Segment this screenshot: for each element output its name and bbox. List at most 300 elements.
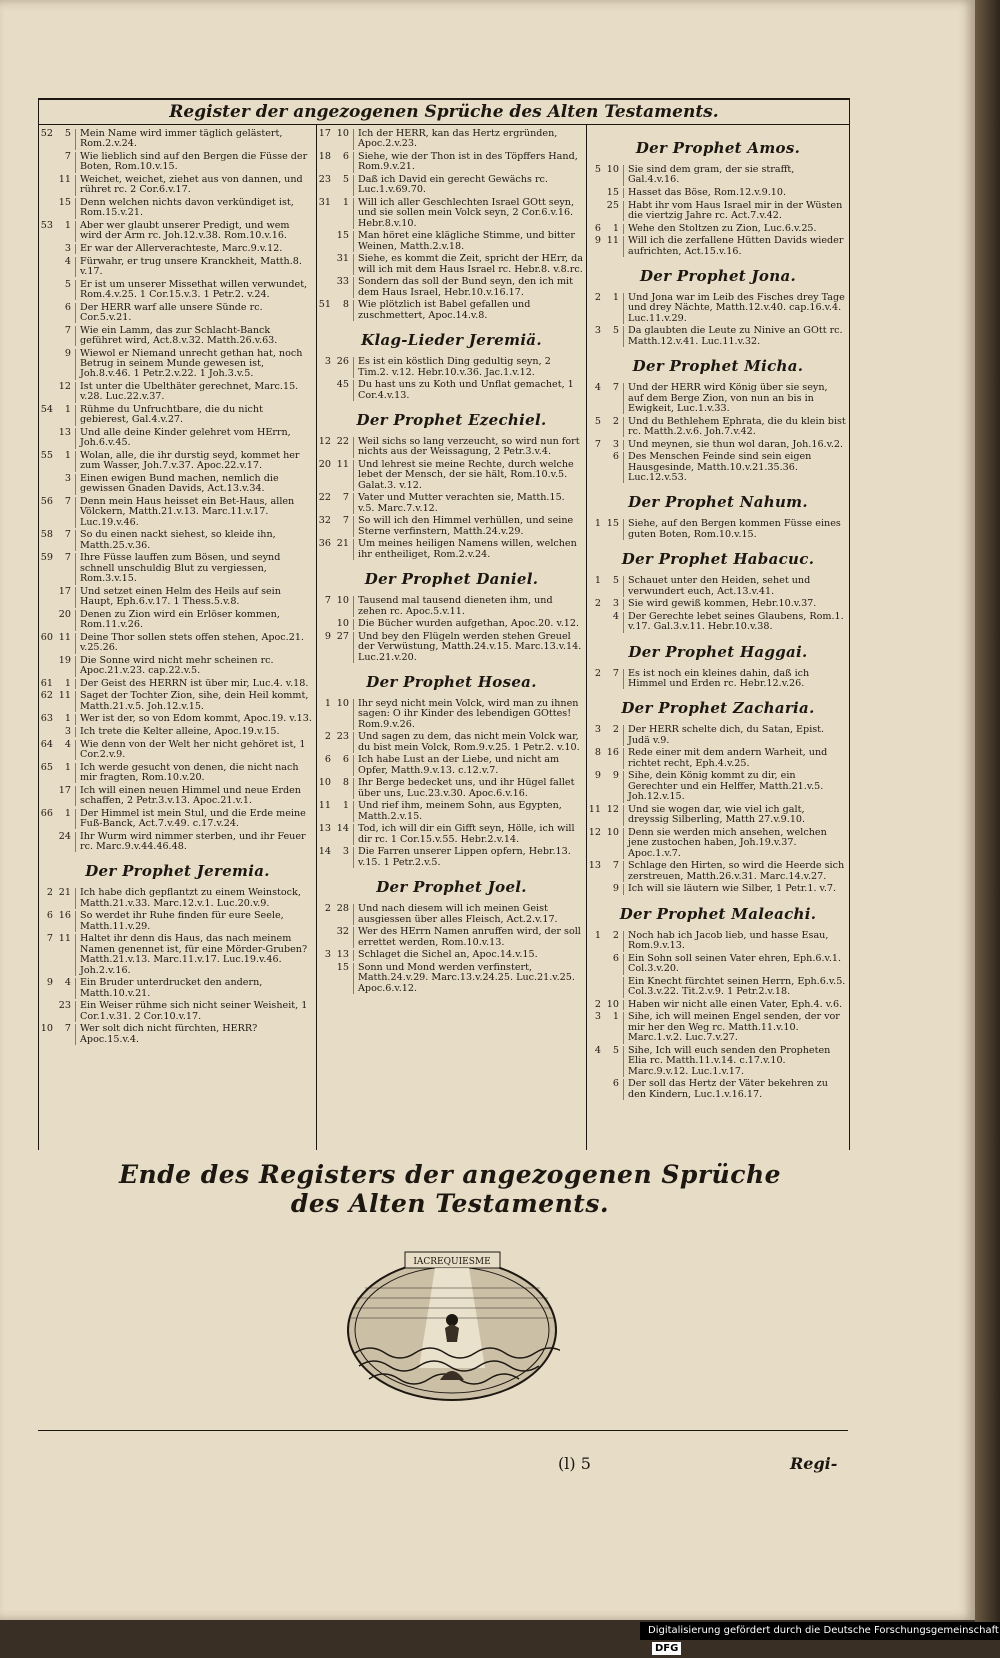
verse-number: 25 bbox=[603, 201, 624, 222]
register-entry bbox=[39, 691, 316, 712]
chapter-number bbox=[39, 786, 55, 807]
chapter-number bbox=[39, 244, 55, 254]
verse-number: 6 bbox=[55, 303, 76, 324]
verse-number: 3 bbox=[55, 727, 76, 737]
chapter-number bbox=[587, 612, 603, 633]
register-entry bbox=[39, 740, 316, 761]
chapter-number: 65 bbox=[40, 761, 53, 773]
verse-number: 13 bbox=[55, 428, 76, 449]
entry-text: Die Sonne wird nicht mehr scheinen rc. Apoc.21.v.23. cap.22.v.5. bbox=[80, 654, 274, 677]
register-entry bbox=[587, 725, 849, 746]
register-entry bbox=[39, 175, 316, 196]
verse-number: 21 bbox=[333, 539, 354, 560]
verse-number bbox=[603, 977, 624, 998]
entry-text: Und Jona war im Leib des Fisches drey Tage und drey Nächte, Matth.12.v.40. cap.16.v.4. Luc.11.v.29. bbox=[628, 292, 845, 324]
entry-text: Ich will einen neuen Himmel und neue Erden schaffen, 2 Petr.3.v.13. Apoc.21.v.1. bbox=[80, 784, 301, 806]
prophet-section-heading: Der Prophet Joel. bbox=[376, 878, 527, 897]
chapter-number: 23 bbox=[318, 174, 331, 185]
verse-number: 15 bbox=[55, 198, 76, 219]
verse-number: 15 bbox=[333, 231, 354, 252]
chapter-number: 51 bbox=[318, 299, 331, 311]
chapter-number: 2 bbox=[594, 598, 601, 610]
chapter-number: 11 bbox=[588, 803, 601, 815]
register-entry bbox=[317, 699, 586, 730]
register-entry bbox=[587, 1000, 849, 1010]
chapter-number bbox=[39, 152, 55, 173]
prophet-section-heading: Der Prophet Haggai. bbox=[628, 642, 808, 661]
verse-number: 10 bbox=[333, 699, 354, 730]
entry-text: Und bey den Flügeln werden stehen Greuel der Verwüstung, Matth.24.v.15. Marc.13.v.14. Luc.21.v.20. bbox=[358, 630, 582, 663]
register-entry bbox=[317, 596, 586, 617]
entry-text: Wie denn von der Welt her nicht gehöret ist, 1 Cor.2.v.9. bbox=[80, 738, 306, 760]
verse-number: 27 bbox=[333, 632, 354, 663]
prophet-section-heading: Der Prophet Daniel. bbox=[364, 570, 539, 589]
verse-number: 5 bbox=[603, 326, 624, 347]
prophet-section-heading: Der Prophet Amos. bbox=[635, 139, 801, 157]
register-entry bbox=[317, 175, 586, 196]
entry-text: Rede einer mit dem andern Warheit, und richtet recht, Eph.4.v.25. bbox=[628, 747, 828, 769]
chapter-number: 3 bbox=[594, 1011, 601, 1023]
entry-text: Habt ihr vom Haus Israel mir in der Wüsten die viertzig Jahre rc. Act.7.v.42. bbox=[628, 199, 843, 221]
register-entry bbox=[587, 828, 849, 859]
register-entry bbox=[587, 1046, 849, 1077]
chapter-number: 7 bbox=[46, 933, 53, 945]
register-entry bbox=[39, 786, 316, 807]
chapter-number: 2 bbox=[594, 292, 601, 303]
verse-number: 11 bbox=[55, 633, 76, 654]
prophet-section-heading: Klag-Lieder Jeremiä. bbox=[361, 331, 542, 350]
chapter-number: 13 bbox=[318, 823, 331, 835]
register-entry bbox=[317, 152, 586, 173]
register-entry bbox=[39, 349, 316, 380]
entry-text: Siehe, auf den Bergen kommen Füsse eines guten Boten, Rom.10.v.15. bbox=[628, 518, 841, 540]
register-frame bbox=[38, 98, 850, 1150]
entry-text: Ihre Füsse lauffen zum Bösen, und seynd schnell unschuldig Blut zu vergiessen, Rom.3.v.15. bbox=[80, 552, 281, 585]
register-entry bbox=[587, 452, 849, 483]
entry-text: Noch hab ich Jacob lieb, und hasse Esau, Rom.9.v.13. bbox=[628, 929, 829, 952]
entry-text: Wie lieblich sind auf den Bergen die Füsse der Boten, Rom.10.v.15. bbox=[80, 151, 308, 173]
register-entry bbox=[317, 801, 586, 822]
chapter-number bbox=[39, 175, 55, 196]
register-entry bbox=[39, 633, 316, 654]
verse-number: 15 bbox=[603, 519, 624, 540]
printer-emblem bbox=[345, 1248, 560, 1408]
register-entry bbox=[317, 732, 586, 753]
verse-number: 1 bbox=[55, 763, 76, 784]
entry-text: Und sie wogen dar, wie viel ich galt, dreyssig Silberling, Matth 27.v.9.10. bbox=[628, 803, 806, 826]
dfg-logo: DFG bbox=[652, 1642, 681, 1655]
register-entry bbox=[39, 530, 316, 551]
chapter-number bbox=[317, 927, 333, 948]
verse-number: 15 bbox=[603, 188, 624, 198]
verse-number: 7 bbox=[333, 516, 354, 537]
register-entry bbox=[39, 832, 316, 853]
prophet-section-heading: Der Prophet Zacharia. bbox=[621, 699, 815, 718]
verse-number: 15 bbox=[333, 963, 354, 994]
register-entry bbox=[317, 778, 586, 799]
register-entry bbox=[39, 382, 316, 403]
verse-number: 1 bbox=[55, 809, 76, 830]
register-entry bbox=[317, 950, 586, 960]
entry-text: Rühme du Unfruchtbare, die du nicht gebierest, Gal.4.v.27. bbox=[80, 404, 263, 426]
chapter-number: 61 bbox=[40, 677, 53, 689]
entry-text: Und du Bethlehem Ephrata, die du klein bist rc. Matth.2.v.6. Joh.7.v.42. bbox=[628, 415, 846, 438]
chapter-number bbox=[317, 619, 333, 629]
register-entry bbox=[317, 824, 586, 845]
verse-number: 11 bbox=[55, 934, 76, 976]
verse-number: 1 bbox=[603, 1012, 624, 1043]
verse-number: 14 bbox=[333, 824, 354, 845]
verse-number: 5 bbox=[55, 129, 76, 150]
verse-number: 45 bbox=[333, 380, 354, 401]
verse-number: 1 bbox=[55, 679, 76, 689]
verse-number: 28 bbox=[333, 904, 354, 925]
prophet-section-heading: Der Prophet Hosea. bbox=[366, 673, 537, 692]
chapter-number: 52 bbox=[40, 128, 53, 139]
prophet-section-heading: Der Prophet Nahum. bbox=[628, 493, 808, 512]
chapter-number bbox=[39, 280, 55, 301]
verse-number: 11 bbox=[333, 460, 354, 491]
verse-number: 12 bbox=[55, 382, 76, 403]
chapter-number: 12 bbox=[318, 436, 331, 448]
register-entry bbox=[587, 771, 849, 802]
verse-number: 21 bbox=[55, 888, 76, 909]
entry-text: Du hast uns zu Koth und Unflat gemachet, 1 Cor.4.v.13. bbox=[358, 379, 574, 401]
register-entry bbox=[317, 516, 586, 537]
register-entry bbox=[587, 599, 849, 609]
entry-text: Es ist ein köstlich Ding gedultig seyn, 2 Tim.2. v.12. Hebr.10.v.36. Jac.1.v.12. bbox=[358, 356, 551, 378]
verse-number: 5 bbox=[603, 1046, 624, 1077]
entry-text: Wie plötzlich ist Babel gefallen und zuschmettert, Apoc.14.v.8. bbox=[358, 299, 531, 321]
entry-text: Sonn und Mond werden verfinstert, Matth.24.v.29. Marc.13.v.24.25. Luc.21.v.25. Apoc.6.v.12. bbox=[358, 961, 575, 994]
column-1 bbox=[39, 125, 317, 1150]
verse-number: 7 bbox=[55, 553, 76, 584]
verse-number: 9 bbox=[603, 884, 624, 894]
register-entry bbox=[39, 428, 316, 449]
prophet-section-heading: Der Prophet Maleachi. bbox=[619, 904, 817, 923]
chapter-number: 9 bbox=[46, 977, 53, 989]
entry-text: Denn mein Haus heisset ein Bet-Haus, allen Völckern, Matth.21.v.13. Marc.11.v.17. Luc.19.v.46. bbox=[80, 496, 295, 528]
entry-text: Ist unter die Ubelthäter gerechnet, Marc.15. v.28. Luc.22.v.37. bbox=[80, 381, 299, 403]
verse-number: 3 bbox=[55, 244, 76, 254]
register-entry bbox=[317, 619, 586, 629]
verse-number: 11 bbox=[55, 691, 76, 712]
chapter-number: 5 bbox=[594, 415, 601, 427]
chapter-number bbox=[317, 380, 333, 401]
chapter-number: 4 bbox=[594, 382, 601, 394]
register-entry bbox=[39, 587, 316, 608]
digitization-credit bbox=[640, 1622, 1000, 1654]
register-entry bbox=[587, 236, 849, 257]
entry-text: Ich habe Lust an der Liebe, und nicht am Opfer, Matth.9.v.13. c.12.v.7. bbox=[358, 754, 560, 776]
chapter-number bbox=[39, 257, 55, 278]
register-entry bbox=[587, 954, 849, 975]
register-entry bbox=[317, 539, 586, 560]
register-entry bbox=[317, 254, 586, 275]
chapter-number: 2 bbox=[324, 903, 331, 915]
verse-number: 1 bbox=[55, 714, 76, 724]
chapter-number bbox=[39, 727, 55, 737]
entry-text: Und setzet einen Helm des Heils auf sein Haupt, Eph.6.v.17. 1 Thess.5.v.8. bbox=[80, 585, 281, 608]
register-entry bbox=[39, 809, 316, 830]
entry-text: Tod, ich will dir ein Gifft seyn, Hölle, ich will dir rc. 1 Cor.15.v.55. Hebr.2.v.14. bbox=[358, 823, 575, 845]
entry-text: Fürwahr, er trug unsere Kranckheit, Matth.8. v.17. bbox=[80, 255, 302, 277]
register-entry bbox=[317, 927, 586, 948]
chapter-number: 62 bbox=[40, 690, 53, 702]
entry-text: Will ich die zerfallene Hütten Davids wieder aufrichten, Act.15.v.16. bbox=[628, 235, 844, 257]
entry-text: Ihr seyd nicht mein Volck, wird man zu ihnen sagen: O ihr Kinder des lebendigen GOttes! Rom.9.v.26. bbox=[358, 698, 579, 730]
chapter-number bbox=[587, 201, 603, 222]
entry-text: Siehe, wie der Thon ist in des Töpffers Hand, Rom.9.v.21. bbox=[358, 151, 578, 173]
register-entry bbox=[39, 303, 316, 324]
chapter-number: 58 bbox=[40, 529, 53, 541]
verse-number: 12 bbox=[603, 805, 624, 826]
entry-text: Man höret eine klägliche Stimme, und bitter Weinen, Matth.2.v.18. bbox=[358, 230, 575, 252]
chapter-number: 64 bbox=[40, 738, 53, 750]
register-entry bbox=[587, 417, 849, 438]
register-entry bbox=[39, 280, 316, 301]
entry-text: Des Menschen Feinde sind sein eigen Hausgesinde, Matth.10.v.21.35.36. Luc.12.v.53. bbox=[628, 451, 812, 484]
entry-text: Ich trete die Kelter alleine, Apoc.19.v.15. bbox=[80, 726, 280, 737]
entry-text: Der HERR warf alle unsere Sünde rc. Cor.5.v.21. bbox=[80, 301, 263, 323]
entry-text: Schlage den Hirten, so wird die Heerde sich zerstreuen, Matth.26.v.31. Marc.14.v.27. bbox=[628, 860, 845, 882]
register-entry bbox=[39, 727, 316, 737]
chapter-number bbox=[587, 884, 603, 894]
verse-number: 10 bbox=[603, 1000, 624, 1010]
verse-number: 32 bbox=[333, 927, 354, 948]
verse-number: 10 bbox=[333, 619, 354, 629]
register-entry bbox=[587, 201, 849, 222]
verse-number: 10 bbox=[603, 828, 624, 859]
entry-text: Wer des HErrn Namen anruffen wird, der soll errettet werden, Rom.10.v.13. bbox=[358, 926, 581, 948]
chapter-number: 59 bbox=[40, 552, 53, 564]
chapter-number: 55 bbox=[40, 450, 53, 461]
chapter-number bbox=[317, 277, 333, 298]
entry-text: Wer ist der, so von Edom kommt, Apoc.19. v.13. bbox=[80, 713, 312, 725]
entry-text: Und lehrest sie meine Rechte, durch welche lebet der Mensch, der sie hält, Rom.10.v.5. Galat.3. v.12. bbox=[358, 459, 574, 491]
entry-text: Ihr Berge bedecket uns, und ihr Hügel fallet über uns, Luc.23.v.30. Apoc.6.v.16. bbox=[358, 777, 575, 799]
register-entry bbox=[39, 474, 316, 495]
chapter-number: 3 bbox=[324, 949, 331, 961]
entry-text: Haben wir nicht alle einen Vater, Eph.4. v.6. bbox=[628, 998, 843, 1010]
register-entry bbox=[317, 493, 586, 514]
register-entry bbox=[39, 978, 316, 999]
chapter-number: 14 bbox=[318, 846, 331, 858]
register-entry bbox=[317, 357, 586, 378]
verse-number: 10 bbox=[333, 596, 354, 617]
entry-text: Daß ich David ein gerecht Gewächs rc. Luc.1.v.69.70. bbox=[358, 174, 548, 196]
chapter-number: 60 bbox=[40, 631, 53, 643]
chapter-number: 20 bbox=[318, 459, 331, 471]
verse-number: 8 bbox=[333, 778, 354, 799]
verse-number: 1 bbox=[55, 221, 76, 242]
chapter-number: 8 bbox=[594, 747, 601, 759]
entry-text: So will ich den Himmel verhüllen, und seine Sterne verfinstern, Matth.24.v.29. bbox=[358, 515, 574, 537]
chapter-number bbox=[587, 1079, 603, 1100]
register-entry bbox=[587, 188, 849, 198]
verse-number: 7 bbox=[55, 497, 76, 528]
entry-text: Ich werde gesucht von denen, die nicht nach mir fragten, Rom.10.v.20. bbox=[80, 761, 299, 783]
verse-number: 3 bbox=[603, 599, 624, 609]
entry-text: Mein Name wird immer täglich gelästert, Rom.2.v.24. bbox=[80, 128, 283, 150]
prophet-section-heading: Der Prophet Habacuc. bbox=[621, 550, 815, 569]
chapter-number: 56 bbox=[40, 496, 53, 507]
register-entry bbox=[39, 656, 316, 677]
chapter-number bbox=[317, 231, 333, 252]
verse-number: 31 bbox=[333, 254, 354, 275]
chapter-number: 11 bbox=[318, 800, 331, 812]
chapter-number bbox=[317, 963, 333, 994]
chapter-number: 6 bbox=[594, 222, 601, 234]
register-entry bbox=[39, 610, 316, 631]
chapter-number: 7 bbox=[324, 595, 331, 607]
register-entry bbox=[587, 1012, 849, 1043]
verse-number: 4 bbox=[55, 740, 76, 761]
register-entry bbox=[39, 152, 316, 173]
closing-line: Ende des Registers der angezogenen Sprüche des Alten Testaments. bbox=[118, 1160, 782, 1218]
entry-text: Es ist noch ein kleines dahin, daß ich Himmel und Erden rc. Hebr.12.v.26. bbox=[628, 667, 810, 690]
register-entry bbox=[587, 326, 849, 347]
entry-text: Die Bücher wurden aufgethan, Apoc.20. v.12. bbox=[358, 618, 580, 630]
register-entry bbox=[587, 931, 849, 952]
entry-text: Sie wird gewiß kommen, Hebr.10.v.37. bbox=[628, 598, 817, 610]
register-entry bbox=[587, 805, 849, 826]
entry-text: Haltet ihr denn dis Haus, das nach meinem Namen genennet ist, für eine Mörder-Gruben? Matth.21.v.13. Marc.11.v.17. Luc.19.v.46. Joh.2.v.16. bbox=[80, 933, 308, 976]
entry-text: Und nach diesem will ich meinen Geist ausgiessen über alles Fleisch, Act.2.v.17. bbox=[358, 903, 558, 925]
verse-number: 8 bbox=[333, 300, 354, 321]
prophet-section-heading: Der Prophet Micha. bbox=[632, 357, 804, 376]
register-entry bbox=[39, 326, 316, 347]
register-entry bbox=[317, 129, 586, 150]
entry-text: Sihe, ich will meinen Engel senden, der vor mir her den Weg rc. Matth.11.v.10. Marc.1.v.2. Luc.7.v.27. bbox=[628, 1011, 840, 1044]
register-entry bbox=[39, 888, 316, 909]
chapter-number: 13 bbox=[588, 860, 601, 872]
chapter-number: 63 bbox=[40, 713, 53, 725]
verse-number: 2 bbox=[603, 725, 624, 746]
entry-text: Sihe, dein König kommt zu dir, ein Gerechter und ein Helffer, Matth.21.v.5. Joh.12.v.15. bbox=[628, 770, 824, 803]
entry-text: Tausend mal tausend dieneten ihm, und zehen rc. Apoc.5.v.11. bbox=[358, 595, 553, 617]
entry-text: Schlaget die Sichel an, Apoc.14.v.15. bbox=[358, 949, 538, 961]
entry-text: Ein Bruder unterdrucket den andern, Matth.10.v.21. bbox=[80, 977, 263, 999]
entry-text: Hasset das Böse, Rom.12.v.9.10. bbox=[628, 187, 787, 198]
verse-number: 11 bbox=[603, 236, 624, 257]
register-entry bbox=[317, 904, 586, 925]
register-entry bbox=[39, 1024, 316, 1045]
chapter-number bbox=[587, 452, 603, 483]
verse-number: 10 bbox=[333, 129, 354, 150]
register-entry bbox=[39, 129, 316, 150]
chapter-number: 4 bbox=[594, 1044, 601, 1056]
register-entry bbox=[39, 497, 316, 528]
register-columns bbox=[39, 125, 849, 1150]
verse-number: 6 bbox=[333, 755, 354, 776]
register-entry bbox=[39, 934, 316, 976]
verse-number: 4 bbox=[603, 612, 624, 633]
verse-number: 5 bbox=[333, 175, 354, 196]
chapter-number bbox=[39, 349, 55, 380]
chapter-number: 1 bbox=[324, 698, 331, 710]
register-entry bbox=[587, 612, 849, 633]
verse-number: 7 bbox=[55, 152, 76, 173]
entry-text: Und sagen zu dem, das nicht mein Volck war, du bist mein Volck, Rom.9.v.25. 1 Petr.2. v.10. bbox=[358, 731, 580, 753]
entry-text: Saget der Tochter Zion, sihe, dein Heil kommt, Matth.21.v.5. Joh.12.v.15. bbox=[80, 690, 309, 712]
entry-text: Und rief ihm, meinem Sohn, aus Egypten, Matth.2.v.15. bbox=[358, 800, 562, 822]
entry-text: Weichet, weichet, ziehet aus von dannen, und rühret rc. 2 Cor.6.v.17. bbox=[80, 174, 303, 196]
verse-number: 7 bbox=[333, 493, 354, 514]
chapter-number: 7 bbox=[594, 438, 601, 450]
entry-text: Weil sichs so lang verzeucht, so wird nun fort nichts aus der Weissagung, 2 Petr.3.v.4. bbox=[358, 436, 580, 458]
verse-number: 22 bbox=[333, 437, 354, 458]
register-entry bbox=[39, 244, 316, 254]
register-entry bbox=[39, 553, 316, 584]
verse-number: 2 bbox=[603, 931, 624, 952]
register-entry bbox=[317, 755, 586, 776]
register-entry bbox=[39, 257, 316, 278]
chapter-number: 1 bbox=[594, 929, 601, 941]
chapter-number bbox=[39, 474, 55, 495]
register-entry bbox=[587, 861, 849, 882]
register-entry bbox=[317, 437, 586, 458]
chapter-number: 6 bbox=[46, 910, 53, 922]
entry-text: Schauet unter den Heiden, sehet und verwundert euch, Act.13.v.41. bbox=[628, 575, 811, 597]
entry-text: Will ich aller Geschlechten Israel GOtt seyn, und sie sollen mein Volck seyn, 2 Cor.6.v.16. Hebr.8.v.10. bbox=[358, 197, 575, 229]
entry-text: Vater und Mutter verachten sie, Matth.15. v.5. Marc.7.v.12. bbox=[358, 492, 565, 514]
entry-text: Die Farren unserer Lippen opfern, Hebr.13. v.15. 1 Petr.2.v.5. bbox=[358, 846, 571, 868]
chapter-number: 9 bbox=[594, 235, 601, 247]
register-entry bbox=[317, 380, 586, 401]
verse-number: 7 bbox=[603, 383, 624, 414]
book-spine bbox=[975, 0, 1000, 1640]
register-entry bbox=[587, 576, 849, 597]
verse-number: 19 bbox=[55, 656, 76, 677]
chapter-number: 32 bbox=[318, 515, 331, 527]
chapter-number bbox=[39, 198, 55, 219]
register-entry bbox=[317, 300, 586, 321]
prophet-section-heading: Der Prophet Jona. bbox=[639, 267, 796, 285]
chapter-number: 66 bbox=[40, 807, 53, 819]
verse-number: 7 bbox=[603, 861, 624, 882]
chapter-number bbox=[587, 954, 603, 975]
verse-number: 7 bbox=[55, 1024, 76, 1045]
verse-number: 4 bbox=[55, 257, 76, 278]
chapter-number: 3 bbox=[594, 325, 601, 337]
verse-number: 4 bbox=[55, 978, 76, 999]
register-entry bbox=[317, 198, 586, 229]
chapter-number: 2 bbox=[324, 731, 331, 743]
entry-text: Um meines heiligen Namens willen, welchen ihr entheiliget, Rom.2.v.24. bbox=[358, 538, 577, 560]
chapter-number: 31 bbox=[318, 197, 331, 208]
register-entry bbox=[39, 763, 316, 784]
register-entry bbox=[317, 632, 586, 663]
entry-text: Siehe, es kommt die Zeit, spricht der HErr, da will ich mit dem Haus Israel rc. Hebr.8. v.8.rc. bbox=[358, 253, 583, 275]
entry-text: Denn welchen nichts davon verkündiget ist, Rom.15.v.21. bbox=[80, 197, 294, 219]
entry-text: Sihe, Ich will euch senden den Propheten Elia rc. Matth.11.v.14. c.17.v.10. Marc.9.v.12. Luc.1.v.17. bbox=[628, 1044, 831, 1077]
chapter-number bbox=[39, 382, 55, 403]
verse-number: 9 bbox=[603, 771, 624, 802]
entry-text: Ein Sohn soll seinen Vater ehren, Eph.6.v.1. Col.3.v.20. bbox=[628, 952, 842, 975]
column-2 bbox=[317, 125, 587, 1150]
register-entry bbox=[39, 714, 316, 724]
register-entry bbox=[587, 224, 849, 234]
chapter-number bbox=[39, 303, 55, 324]
verse-number: 7 bbox=[55, 326, 76, 347]
chapter-number bbox=[39, 587, 55, 608]
entry-text: Wer solt dich nicht fürchten, HERR? Apoc.15.v.4. bbox=[80, 1023, 258, 1045]
register-entry bbox=[587, 884, 849, 894]
verse-number: 13 bbox=[333, 950, 354, 960]
entry-text: Deine Thor sollen stets offen stehen, Apoc.21. v.25.26. bbox=[80, 631, 304, 654]
verse-number: 7 bbox=[55, 530, 76, 551]
